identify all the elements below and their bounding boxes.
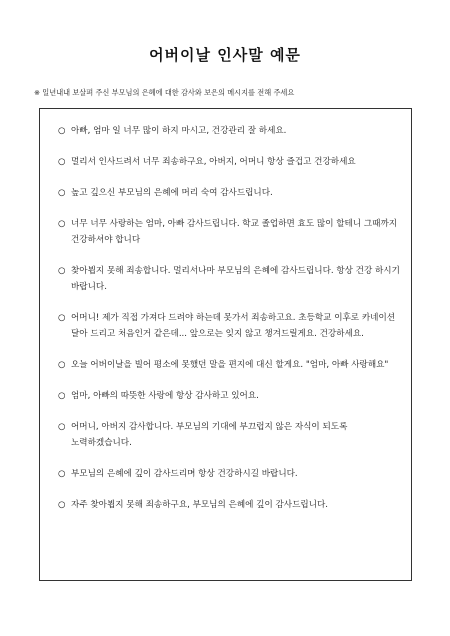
- message-item: [58, 497, 403, 513]
- message-item: [58, 388, 403, 404]
- message-item: [58, 357, 403, 373]
- message-item: [58, 310, 403, 342]
- bullet-circle-icon: ○: [58, 188, 66, 198]
- message-item: [58, 263, 403, 295]
- message-text: 어머니, 아버지 감사합니다. 부모님의 기대에 부끄럽지 않은 자식이 되도록 노력하겠습니다.: [71, 422, 348, 448]
- message-item: [58, 154, 403, 170]
- message-item: [58, 419, 403, 451]
- document-title: 어버이날 인사말 예문: [149, 46, 301, 64]
- bullet-circle-icon: ○: [58, 360, 66, 370]
- message-text: 어머니! 제가 직접 가져다 드려야 하는데 못가서 죄송하고요. 초등학교 이후로 카네이션 달아 드리고 처음인거 같은데... 앞으로는 잊지 않고 챙겨드릴게요. 건강하세요.: [71, 313, 396, 339]
- message-text: 부모님의 은혜에 깊이 감사드리며 항상 건강하시길 바랍니다.: [71, 469, 298, 479]
- message-text: 엄마, 아빠의 따뜻한 사랑에 항상 감사하고 있어요.: [71, 391, 259, 401]
- message-text: 찾아뵙지 못해 죄송합니다. 멀리서나마 부모님의 은혜에 감사드립니다. 항상 건강 하시기 바랍니다.: [71, 266, 400, 292]
- message-item: [58, 185, 403, 201]
- bullet-circle-icon: ○: [58, 266, 66, 276]
- message-text: 높고 깊으신 부모님의 은혜에 머리 숙여 감사드립니다.: [71, 188, 273, 198]
- bullet-circle-icon: ○: [58, 422, 66, 432]
- message-list: [58, 123, 403, 528]
- message-text: 멀리서 인사드려서 너무 죄송하구요, 아버지, 어머니 항상 즐겁고 건강하세요: [71, 157, 356, 167]
- message-text: 오늘 어버이날을 빌어 평소에 못했던 말을 편지에 대신 할게요. "엄마, 아빠 사랑해요": [71, 360, 389, 370]
- message-text: 아빠, 엄마 일 너무 많이 하지 마시고, 건강관리 잘 하세요.: [71, 126, 287, 136]
- bullet-circle-icon: ○: [58, 391, 66, 401]
- instruction-note: ※ 일년내내 보살펴 주신 부모님의 은혜에 대한 감사와 보은의 메시지를 전해 주세요: [34, 88, 295, 97]
- bullet-circle-icon: ○: [58, 157, 66, 167]
- message-box: [39, 108, 412, 581]
- message-item: [58, 123, 403, 139]
- bullet-circle-icon: ○: [58, 313, 66, 323]
- bullet-circle-icon: ○: [58, 500, 66, 510]
- bullet-circle-icon: ○: [58, 219, 66, 229]
- message-text: 너무 너무 사랑하는 엄마, 아빠 감사드립니다. 학교 졸업하면 효도 많이 할테니 그때까지 건강하셔야 합니다: [71, 219, 398, 245]
- message-item: [58, 216, 403, 248]
- bullet-circle-icon: ○: [58, 469, 66, 479]
- bullet-circle-icon: ○: [58, 126, 66, 136]
- message-text: 자주 찾아뵙지 못해 죄송하구요, 부모님의 은혜에 깊이 감사드립니다.: [71, 500, 329, 510]
- message-item: [58, 466, 403, 482]
